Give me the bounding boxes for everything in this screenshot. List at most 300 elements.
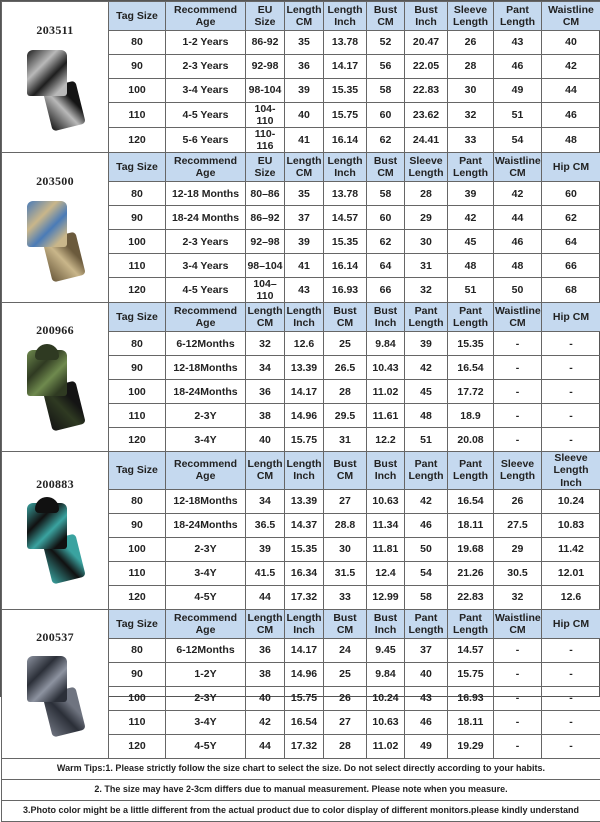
product-image [21, 346, 89, 430]
table-cell: 33 [448, 128, 494, 153]
table-cell: 24 [324, 638, 367, 662]
column-header: Waistline CM [494, 303, 542, 332]
column-header: Hip CM [542, 609, 600, 638]
table-cell: 80 [109, 638, 166, 662]
table-cell: - [494, 332, 542, 356]
table-cell: 13.39 [285, 489, 324, 513]
table-cell: 98–104 [246, 254, 285, 278]
table-cell: 28 [324, 380, 367, 404]
table-cell: 38 [246, 662, 285, 686]
table-cell: 2-3 Years [166, 230, 246, 254]
column-header: EU Size [246, 153, 285, 182]
table-cell: - [542, 356, 600, 380]
table-cell: 19.68 [448, 537, 494, 561]
table-cell: 42 [542, 55, 600, 79]
column-header: Tag Size [109, 609, 166, 638]
column-header: Tag Size [109, 452, 166, 489]
table-cell: 80 [109, 182, 166, 206]
table-cell: 37 [285, 206, 324, 230]
table-cell: 44 [494, 206, 542, 230]
table-cell: 37 [405, 638, 448, 662]
table-cell: 52 [367, 31, 405, 55]
table-cell: 51 [448, 278, 494, 303]
tip-row [2, 800, 600, 821]
column-header: Length Inch [324, 153, 367, 182]
table-cell: 86-92 [246, 31, 285, 55]
product-header-row [2, 303, 600, 332]
table-cell: - [542, 380, 600, 404]
table-cell: 15.75 [448, 662, 494, 686]
table-cell: 39 [405, 332, 448, 356]
table-cell: - [542, 710, 600, 734]
shirt-icon [27, 656, 67, 702]
warm-tip-text: 3.Photo color might be a little different from the actual product due to color display of different monitors.please kindly understand [2, 800, 600, 821]
product-image [21, 499, 89, 583]
table-cell: 39 [285, 230, 324, 254]
table-cell: - [494, 686, 542, 710]
table-cell: 39 [285, 79, 324, 103]
table-cell: 26.5 [324, 356, 367, 380]
column-header: Pant Length [405, 452, 448, 489]
table-cell: 48 [542, 128, 600, 153]
product-cell [2, 452, 109, 609]
table-cell: 1-2 Years [166, 31, 246, 55]
table-cell: 28 [448, 55, 494, 79]
table-cell: 43 [285, 278, 324, 303]
column-header: Recommend Age [166, 153, 246, 182]
table-cell: - [494, 356, 542, 380]
table-cell: 64 [542, 230, 600, 254]
product-header-row [2, 609, 600, 638]
table-cell: 58 [367, 79, 405, 103]
table-cell: 80–86 [246, 182, 285, 206]
table-cell: 13.39 [285, 356, 324, 380]
product-cell [2, 2, 109, 153]
table-cell: 40 [246, 428, 285, 452]
column-header: Sleeve Length [448, 2, 494, 31]
size-chart-table [1, 1, 600, 822]
table-cell: 46 [494, 230, 542, 254]
table-cell: - [542, 332, 600, 356]
table-cell: 120 [109, 585, 166, 609]
table-cell: 11.81 [367, 537, 405, 561]
product-header-row [2, 452, 600, 489]
table-cell: 3-4Y [166, 428, 246, 452]
table-cell: 16.34 [285, 561, 324, 585]
table-cell: 15.35 [324, 230, 367, 254]
table-cell: 48 [405, 404, 448, 428]
table-cell: 9.45 [367, 638, 405, 662]
table-cell: 60 [367, 103, 405, 128]
product-image [21, 46, 89, 130]
table-cell: 16.54 [448, 489, 494, 513]
shirt-icon [27, 201, 67, 247]
table-cell: 62 [367, 128, 405, 153]
table-cell: 100 [109, 79, 166, 103]
table-cell: 24.41 [405, 128, 448, 153]
table-cell: 35 [285, 182, 324, 206]
table-cell: 19.29 [448, 734, 494, 758]
table-cell: 110-116 [246, 128, 285, 153]
table-cell: 62 [367, 230, 405, 254]
table-cell: 10.24 [542, 489, 600, 513]
table-cell: 54 [494, 128, 542, 153]
column-header: Recommend Age [166, 303, 246, 332]
product-code: 200537 [3, 631, 107, 645]
table-cell: 42 [494, 182, 542, 206]
table-cell: 14.57 [324, 206, 367, 230]
table-cell: 100 [109, 230, 166, 254]
table-cell: 29 [494, 537, 542, 561]
table-cell: 120 [109, 734, 166, 758]
column-header: Waistline CM [494, 609, 542, 638]
table-cell: 46 [405, 710, 448, 734]
table-cell: - [542, 428, 600, 452]
table-cell: 90 [109, 513, 166, 537]
tip-row [2, 779, 600, 800]
table-cell: 33 [324, 585, 367, 609]
table-cell: 12.6 [285, 332, 324, 356]
table-cell: 41.5 [246, 561, 285, 585]
table-cell: 17.32 [285, 585, 324, 609]
column-header: Waistline CM [494, 153, 542, 182]
table-cell: 23.62 [405, 103, 448, 128]
table-cell: 110 [109, 404, 166, 428]
table-cell: 25 [324, 662, 367, 686]
table-cell: 90 [109, 662, 166, 686]
table-cell: 48 [448, 254, 494, 278]
table-cell: 18-24 Months [166, 206, 246, 230]
table-cell: 15.75 [285, 428, 324, 452]
table-cell: 36 [285, 55, 324, 79]
table-cell: 14.57 [448, 638, 494, 662]
table-cell: 30 [448, 79, 494, 103]
column-header: Pant Length [448, 452, 494, 489]
table-cell: 29.5 [324, 404, 367, 428]
table-cell: 40 [285, 103, 324, 128]
product-code: 203511 [3, 24, 107, 38]
table-cell: 29 [405, 206, 448, 230]
table-cell: 15.75 [285, 686, 324, 710]
table-cell: 18-24Months [166, 380, 246, 404]
column-header: Pant Length [405, 609, 448, 638]
table-cell: 100 [109, 380, 166, 404]
table-cell: 2-3Y [166, 537, 246, 561]
table-cell: 21.26 [448, 561, 494, 585]
table-cell: 2-3Y [166, 686, 246, 710]
table-cell: 49 [494, 79, 542, 103]
table-cell: 44 [246, 734, 285, 758]
table-cell: 10.63 [367, 489, 405, 513]
table-cell: 104-110 [246, 103, 285, 128]
table-cell: 42 [405, 356, 448, 380]
table-cell: 4-5 Years [166, 278, 246, 303]
table-cell: 80 [109, 332, 166, 356]
table-cell: 42 [448, 206, 494, 230]
table-cell: 14.96 [285, 404, 324, 428]
table-cell: - [494, 734, 542, 758]
table-cell: 28 [405, 182, 448, 206]
table-cell: 11.61 [367, 404, 405, 428]
table-cell: 48 [494, 254, 542, 278]
product-cell [2, 609, 109, 758]
table-cell: 3-4Y [166, 561, 246, 585]
table-cell: 80 [109, 31, 166, 55]
table-cell: 12.4 [367, 561, 405, 585]
table-cell: 50 [405, 537, 448, 561]
column-header: Sleeve Length [405, 153, 448, 182]
column-header: Bust Inch [367, 303, 405, 332]
table-cell: 14.17 [285, 380, 324, 404]
table-cell: 34 [246, 489, 285, 513]
table-cell: 27.5 [494, 513, 542, 537]
column-header: Pant Length [448, 609, 494, 638]
table-cell: 90 [109, 55, 166, 79]
table-cell: 110 [109, 103, 166, 128]
table-cell: 22.83 [405, 79, 448, 103]
product-header-row [2, 2, 600, 31]
table-cell: 10.83 [542, 513, 600, 537]
table-cell: 42 [405, 489, 448, 513]
table-cell: 15.35 [285, 537, 324, 561]
warm-tip-text: 2. The size may have 2-3cm differs due to manual measurement. Please note when you measure. [2, 779, 600, 800]
table-cell: 18.11 [448, 513, 494, 537]
table-cell: 60 [542, 182, 600, 206]
table-cell: - [542, 686, 600, 710]
table-cell: 44 [542, 79, 600, 103]
column-header: Bust Inch [367, 452, 405, 489]
column-header: Length Inch [285, 452, 324, 489]
table-cell: 16.54 [285, 710, 324, 734]
table-cell: 50 [494, 278, 542, 303]
table-cell: 120 [109, 428, 166, 452]
column-header: Length CM [246, 452, 285, 489]
table-cell: 43 [494, 31, 542, 55]
table-cell: - [494, 710, 542, 734]
column-header: Sleeve Length Inch [542, 452, 600, 489]
table-cell: 6-12Months [166, 638, 246, 662]
column-header: Length Inch [324, 2, 367, 31]
table-cell: 54 [405, 561, 448, 585]
column-header: Length CM [285, 2, 324, 31]
table-cell: 12.99 [367, 585, 405, 609]
column-header: Recommend Age [166, 2, 246, 31]
table-cell: - [494, 638, 542, 662]
column-header: Pant Length [448, 153, 494, 182]
table-cell: 9.84 [367, 332, 405, 356]
table-cell: 30 [405, 230, 448, 254]
table-cell: 100 [109, 537, 166, 561]
product-image [21, 652, 89, 736]
table-cell: 66 [542, 254, 600, 278]
table-cell: 31 [324, 428, 367, 452]
table-cell: 31 [405, 254, 448, 278]
table-cell: 26 [324, 686, 367, 710]
table-cell: 14.96 [285, 662, 324, 686]
column-header: Bust CM [324, 303, 367, 332]
table-cell: 40 [246, 686, 285, 710]
table-cell: 4-5Y [166, 585, 246, 609]
table-cell: 6-12Months [166, 332, 246, 356]
product-cell [2, 153, 109, 303]
shirt-icon [27, 50, 67, 96]
column-header: Tag Size [109, 153, 166, 182]
table-cell: 92-98 [246, 55, 285, 79]
table-cell: 12.2 [367, 428, 405, 452]
column-header: Hip CM [542, 153, 600, 182]
tip-row [2, 758, 600, 779]
table-cell: 16.14 [324, 254, 367, 278]
table-cell: 104–110 [246, 278, 285, 303]
table-cell: 20.47 [405, 31, 448, 55]
table-cell: 2-3 Years [166, 55, 246, 79]
table-cell: 11.02 [367, 734, 405, 758]
table-cell: 25 [324, 332, 367, 356]
hood-icon [35, 344, 59, 360]
table-cell: 15.35 [448, 332, 494, 356]
table-cell: 80 [109, 489, 166, 513]
table-cell: 10.43 [367, 356, 405, 380]
table-cell: 46 [494, 55, 542, 79]
table-cell: 62 [542, 206, 600, 230]
table-cell: 42 [246, 710, 285, 734]
table-cell: 12-18Months [166, 356, 246, 380]
table-cell: 32 [494, 585, 542, 609]
table-cell: 110 [109, 710, 166, 734]
table-cell: - [494, 662, 542, 686]
warm-tip-text: Warm Tips:1. Please strictly follow the size chart to select the size. Do not select directly according to your habits. [2, 758, 600, 779]
column-header: Recommend Age [166, 452, 246, 489]
table-cell: 10.24 [367, 686, 405, 710]
table-cell: 14.17 [285, 638, 324, 662]
table-cell: 5-6 Years [166, 128, 246, 153]
table-cell: 18.11 [448, 710, 494, 734]
table-cell: 43 [405, 686, 448, 710]
column-header: Bust CM [324, 609, 367, 638]
table-cell: 28 [324, 734, 367, 758]
table-cell: 3-4 Years [166, 79, 246, 103]
table-cell: 1-2Y [166, 662, 246, 686]
table-cell: 41 [285, 254, 324, 278]
table-cell: 51 [494, 103, 542, 128]
table-cell: 51 [405, 428, 448, 452]
table-cell: 16.93 [324, 278, 367, 303]
table-cell: 100 [109, 686, 166, 710]
table-cell: 40 [405, 662, 448, 686]
table-cell: 13.78 [324, 31, 367, 55]
column-header: Tag Size [109, 303, 166, 332]
table-cell: 40 [542, 31, 600, 55]
table-cell: 12.6 [542, 585, 600, 609]
table-cell: 60 [367, 206, 405, 230]
table-cell: 45 [405, 380, 448, 404]
table-cell: 39 [246, 537, 285, 561]
product-cell [2, 303, 109, 452]
table-cell: 12-18 Months [166, 182, 246, 206]
table-cell: 45 [448, 230, 494, 254]
column-header: Length CM [246, 609, 285, 638]
table-cell: 2-3Y [166, 404, 246, 428]
column-header: Pant Length [494, 2, 542, 31]
table-cell: 10.63 [367, 710, 405, 734]
table-cell: 28.8 [324, 513, 367, 537]
column-header: Length CM [285, 153, 324, 182]
table-cell: 35 [285, 31, 324, 55]
table-cell: 4-5 Years [166, 103, 246, 128]
column-header: EU Size [246, 2, 285, 31]
product-code: 200966 [3, 324, 107, 338]
table-cell: 68 [542, 278, 600, 303]
table-cell: 11.02 [367, 380, 405, 404]
table-cell: 13.78 [324, 182, 367, 206]
table-cell: 11.42 [542, 537, 600, 561]
table-cell: 39 [448, 182, 494, 206]
table-cell: 18-24Months [166, 513, 246, 537]
table-cell: 16.93 [448, 686, 494, 710]
table-cell: 110 [109, 561, 166, 585]
column-header: Length Inch [285, 303, 324, 332]
table-cell: 44 [246, 585, 285, 609]
table-cell: 26 [494, 489, 542, 513]
column-header: Length CM [246, 303, 285, 332]
product-image [21, 197, 89, 281]
table-cell: 36 [246, 380, 285, 404]
column-header: Pant Length [405, 303, 448, 332]
table-cell: 110 [109, 254, 166, 278]
table-cell: 27 [324, 489, 367, 513]
table-cell: 36.5 [246, 513, 285, 537]
table-cell: 9.84 [367, 662, 405, 686]
table-cell: 90 [109, 356, 166, 380]
table-cell: 20.08 [448, 428, 494, 452]
table-cell: - [542, 662, 600, 686]
table-cell: 22.05 [405, 55, 448, 79]
table-cell: - [542, 734, 600, 758]
column-header: Recommend Age [166, 609, 246, 638]
table-cell: 15.35 [324, 79, 367, 103]
column-header: Waistline CM [542, 2, 600, 31]
table-cell: 58 [367, 182, 405, 206]
table-cell: 4-5Y [166, 734, 246, 758]
column-header: Bust CM [367, 153, 405, 182]
table-cell: 58 [405, 585, 448, 609]
table-cell: 66 [367, 278, 405, 303]
table-cell: 26 [448, 31, 494, 55]
product-code: 200883 [3, 478, 107, 492]
table-cell: 17.72 [448, 380, 494, 404]
table-cell: 22.83 [448, 585, 494, 609]
column-header: Hip CM [542, 303, 600, 332]
column-header: Bust CM [367, 2, 405, 31]
table-cell: 12-18Months [166, 489, 246, 513]
table-cell: - [494, 428, 542, 452]
column-header: Length Inch [285, 609, 324, 638]
table-cell: 14.37 [285, 513, 324, 537]
table-cell: - [494, 404, 542, 428]
table-cell: 64 [367, 254, 405, 278]
table-cell: 36 [246, 638, 285, 662]
table-cell: 32 [405, 278, 448, 303]
table-cell: 38 [246, 404, 285, 428]
table-cell: 98-104 [246, 79, 285, 103]
table-cell: 27 [324, 710, 367, 734]
table-cell: 11.34 [367, 513, 405, 537]
table-cell: 3-4Y [166, 710, 246, 734]
product-code: 203500 [3, 175, 107, 189]
table-cell: 18.9 [448, 404, 494, 428]
table-cell: 14.17 [324, 55, 367, 79]
table-cell: - [494, 380, 542, 404]
